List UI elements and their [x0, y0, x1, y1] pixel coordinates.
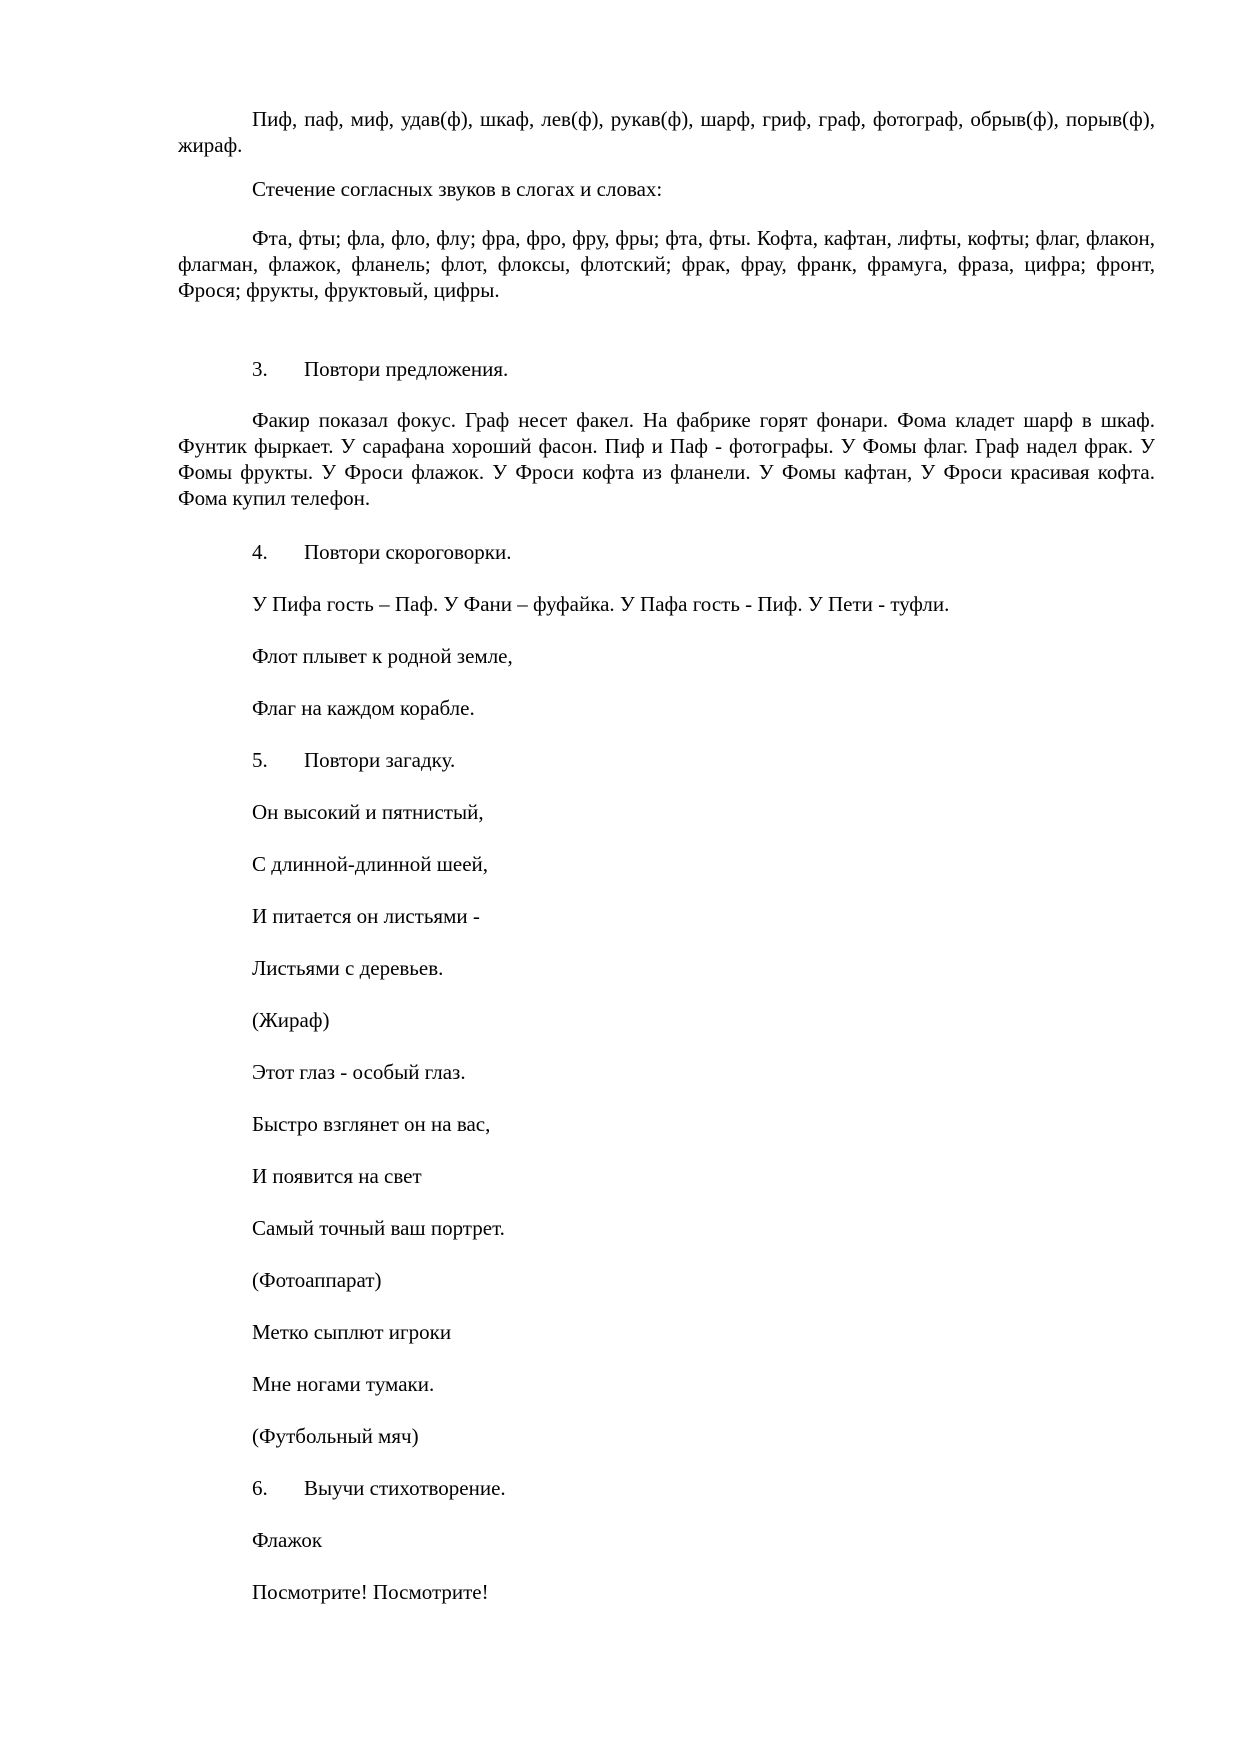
riddle-line: Он высокий и пятнистый,: [252, 800, 484, 824]
tongue-twister-line: Флот плывет к родной земле,: [252, 644, 513, 668]
task-label: Выучи стихотворение.: [304, 1476, 506, 1500]
riddle-line: С длинной-длинной шеей,: [252, 852, 489, 876]
paragraph-cluster-words: Фта, фты; фла, фло, флу; фра, фро, фру, фры; фта, фты. Кофта, кафтан, лифты, кофты; флаг, флакон, флагман, флажок, фланель; флот, флоксы, флотский; фрак, фрау, франк, фрамуга, фраза, цифра; фронт, Фрося; фрукты, фруктовый, цифры.: [178, 226, 1155, 302]
paragraph-words-f-end: Пиф, паф, миф, удав(ф), шкаф, лев(ф), рукав(ф), шарф, гриф, граф, фотограф, обрыв(ф), порыв(ф), жираф.: [178, 107, 1155, 157]
task-number: 6.: [252, 1476, 268, 1500]
riddle-line: И появится на свет: [252, 1164, 422, 1188]
task-label: Повтори предложения.: [304, 357, 509, 381]
task-item-4: [252, 539, 511, 565]
riddle-line: Листьями с деревьев.: [252, 956, 444, 980]
riddle-line: Самый точный ваш портрет.: [252, 1216, 505, 1240]
riddle-line: Мне ногами тумаки.: [252, 1372, 435, 1396]
task-item-3: [252, 356, 508, 382]
task-label: Повтори скороговорки.: [304, 540, 512, 564]
riddle-answer: (Фотоаппарат): [252, 1268, 382, 1292]
riddle-line: Метко сыплют игроки: [252, 1320, 452, 1344]
paragraph-cluster-heading: Стечение согласных звуков в слогах и словах:: [252, 177, 663, 201]
task-item-6: [252, 1475, 506, 1501]
tongue-twister-line: Флаг на каждом корабле.: [252, 696, 475, 720]
tongue-twister-line: У Пифа гость – Паф. У Фани – фуфайка. У Пафа гость - Пиф. У Пети - туфли.: [252, 592, 950, 616]
riddle-line: И питается он листьями -: [252, 904, 480, 928]
poem-line: Посмотрите! Посмотрите!: [252, 1580, 489, 1604]
task-item-5: [252, 747, 455, 773]
riddle-line: Этот глаз - особый глаз.: [252, 1060, 466, 1084]
riddle-answer: (Футбольный мяч): [252, 1424, 419, 1448]
riddle-answer: (Жираф): [252, 1008, 330, 1032]
poem-title: Флажок: [252, 1528, 323, 1552]
task-number: 4.: [252, 540, 268, 564]
riddle-line: Быстро взглянет он на вас,: [252, 1112, 491, 1136]
task-number: 5.: [252, 748, 268, 772]
task-number: 3.: [252, 357, 268, 381]
task-label: Повтори загадку.: [304, 748, 456, 772]
paragraph-sentences: Факир показал фокус. Граф несет факел. На фабрике горят фонари. Фома кладет шарф в шкаф. Фунтик фыркает. У сарафана хороший фасон. Пиф и Паф - фотографы. У Фомы флаг. Граф надел фрак. У Фомы фрукты. У Фроси флажок. У Фроси кофта из фланели. У Фомы кафтан, У Фроси красивая кофта. Фома купил телефон.: [178, 408, 1155, 510]
